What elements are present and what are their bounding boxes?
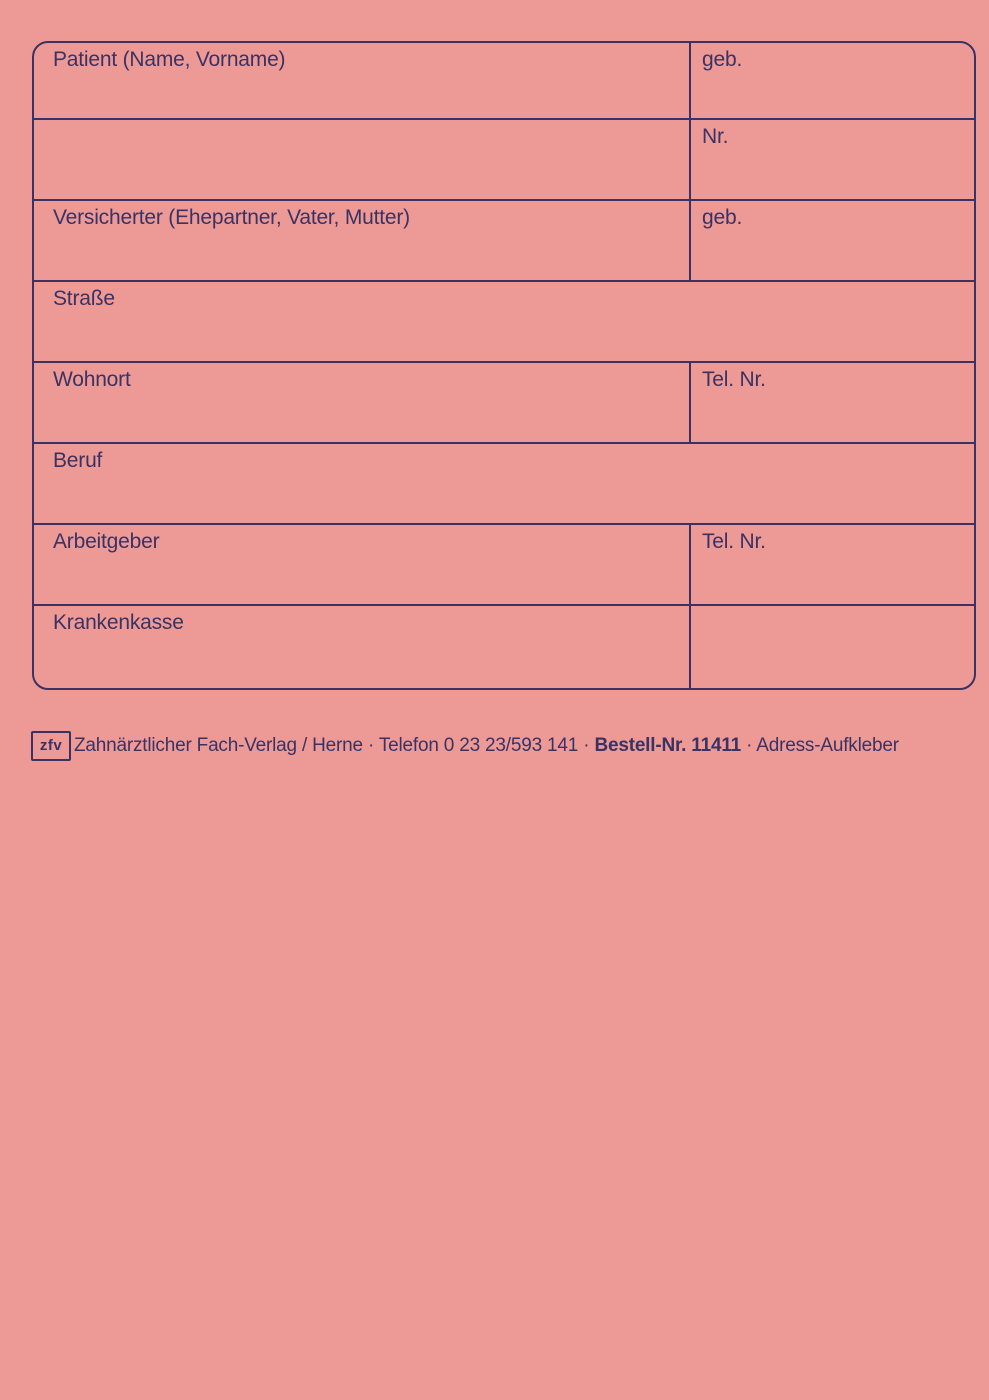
- form-row-insurance: [34, 606, 974, 690]
- publisher-info: Zahnärztlicher Fach-Verlag / Herne · Telefon 0 23 23/593 141 ·: [74, 735, 590, 756]
- field-label: Beruf: [53, 449, 103, 472]
- street-field[interactable]: [34, 282, 974, 361]
- zfv-logo: zfv: [31, 731, 71, 761]
- field-label: Patient (Name, Vorname): [53, 48, 286, 71]
- field-label: Nr.: [702, 125, 729, 148]
- insured-person-field[interactable]: [34, 201, 691, 280]
- field-label: Arbeitgeber: [53, 530, 160, 553]
- form-row-occupation: [34, 444, 974, 525]
- form-row-number: [34, 120, 974, 201]
- field-label: Krankenkasse: [53, 611, 184, 634]
- form-row-residence: [34, 363, 974, 444]
- form-row-employer: [34, 525, 974, 606]
- patient-name-field[interactable]: [34, 43, 691, 118]
- health-insurance-field[interactable]: [34, 606, 691, 690]
- residence-phone-field[interactable]: [691, 363, 974, 442]
- address-form: [32, 41, 976, 690]
- publisher-footer: [31, 731, 899, 761]
- patient-name-continuation-field[interactable]: [34, 120, 691, 199]
- field-label: Tel. Nr.: [702, 368, 766, 391]
- health-insurance-extra-field[interactable]: [691, 606, 974, 690]
- employer-field[interactable]: [34, 525, 691, 604]
- occupation-field[interactable]: [34, 444, 974, 523]
- patient-birthdate-field[interactable]: [691, 43, 974, 118]
- order-number: Bestell-Nr. 11411: [594, 735, 742, 756]
- form-row-street: [34, 282, 974, 363]
- field-label: geb.: [702, 48, 743, 71]
- field-label: Straße: [53, 287, 115, 310]
- field-label: Wohnort: [53, 368, 131, 391]
- insured-birthdate-field[interactable]: [691, 201, 974, 280]
- product-name: · Adress-Aufkleber: [746, 735, 899, 756]
- residence-field[interactable]: [34, 363, 691, 442]
- field-label: Tel. Nr.: [702, 530, 766, 553]
- field-label: Versicherter (Ehepartner, Vater, Mutter): [53, 206, 410, 229]
- field-label: geb.: [702, 206, 743, 229]
- employer-phone-field[interactable]: [691, 525, 974, 604]
- form-row-patient: [34, 43, 974, 120]
- patient-number-field[interactable]: [691, 120, 974, 199]
- form-row-insured: [34, 201, 974, 282]
